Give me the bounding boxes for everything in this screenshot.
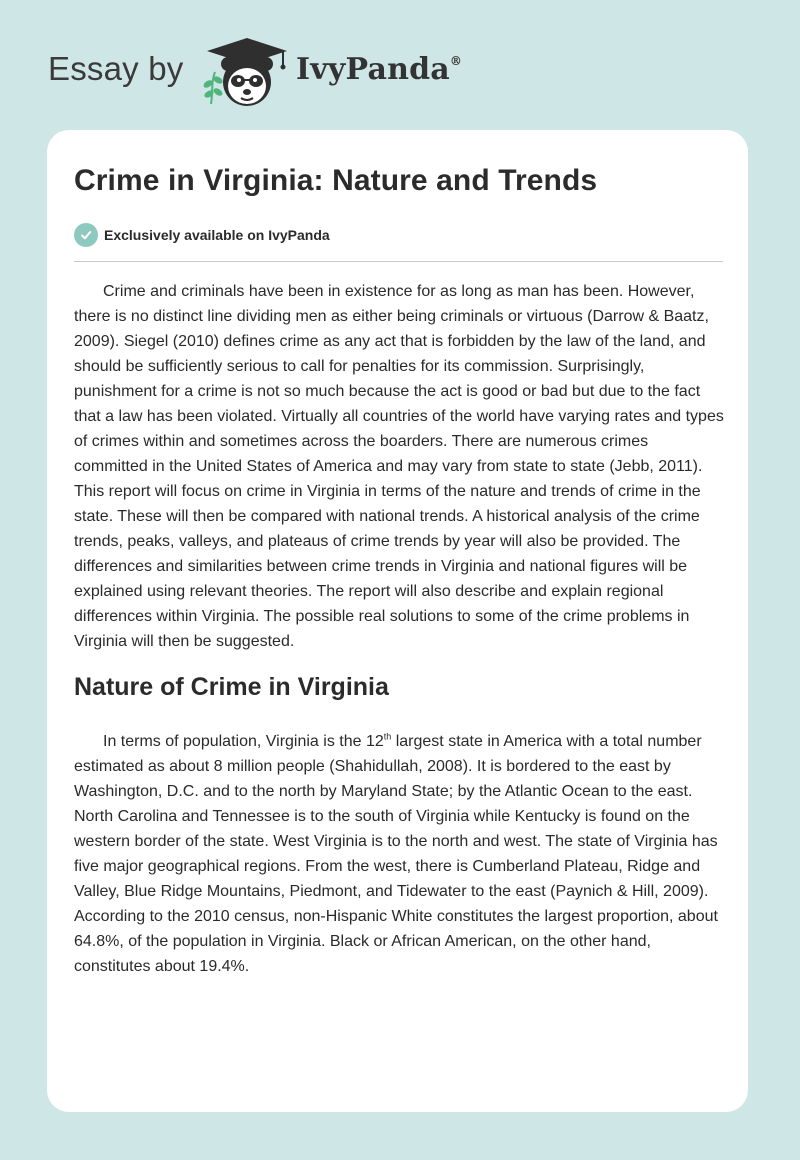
ordinal-suffix: th	[383, 731, 392, 742]
section-paragraph	[74, 729, 724, 979]
registered-mark: ®	[449, 54, 463, 68]
brand-prefix: Essay by	[48, 50, 184, 87]
article-card	[47, 130, 748, 1112]
divider	[74, 261, 723, 262]
check-circle-icon	[74, 223, 98, 247]
leaf-icon	[202, 72, 224, 104]
availability-badge	[74, 222, 330, 248]
badge-label: Exclusively available on IvyPanda	[104, 227, 330, 243]
brand-name[interactable]	[296, 52, 462, 87]
paragraph2-rest: largest state in America with a total number estimated as about 8 million people (Shahidullah, 2008). It is bordered to the east by Washington, D.C. and to the north by Maryland State; by the Atlantic Ocean to the east. North Carolina and Tennessee is to the south of Virginia while Kentucky is found on the western border of the state. West Virginia is to the north and west. The state of Virginia has five major geographical regions. From the west, there is Cumberland Plateau, Ridge and Valley, Blue Ridge Mountains, Piedmont, and Tidewater to the east (Paynich & Hill, 2009). According to the 2010 census, non-Hispanic White constitutes the largest proportion, about 64.8%, of the population in Virginia. Black or African American, on the other hand, constitutes about 19.4%.	[74, 733, 718, 975]
paragraph2-start: In terms of population, Virginia is the 12	[103, 733, 384, 750]
section-heading: Nature of Crime in Virginia	[74, 673, 389, 701]
site-header	[0, 0, 800, 130]
panda-graduate-icon[interactable]	[197, 34, 293, 110]
brand-name-text: IvyPanda	[296, 52, 450, 87]
intro-paragraph: Crime and criminals have been in existence for as long as man has been. However, there is no distinct line dividing men as either being criminals or virtuous (Darrow & Baatz, 2009). Siegel (2010) defines crime as any act that is forbidden by the law of the land, and should be sufficiently serious to call for penalties for its commission. Surprisingly, punishment for a crime is not so much because the act is good or bad but due to the fact that a law has been violated. Virtually all countries of the world have varying rates and types of crimes within and sometimes across the boarders. There are numerous crimes committed in the United States of America and may vary from state to state (Jebb, 2011). This report will focus on crime in Virginia in terms of the nature and trends of crime in the state. These will then be compared with national trends. A historical analysis of the crime trends, peaks, valleys, and plateaus of crime trends by year will also be provided. The differences and similarities between crime trends in Virginia and national figures will be explained using relevant theories. The report will also describe and explain regional differences within Virginia. The possible real solutions to some of the crime problems in Virginia will then be suggested.	[74, 283, 724, 650]
article-title: Crime in Virginia: Nature and Trends	[74, 164, 598, 197]
